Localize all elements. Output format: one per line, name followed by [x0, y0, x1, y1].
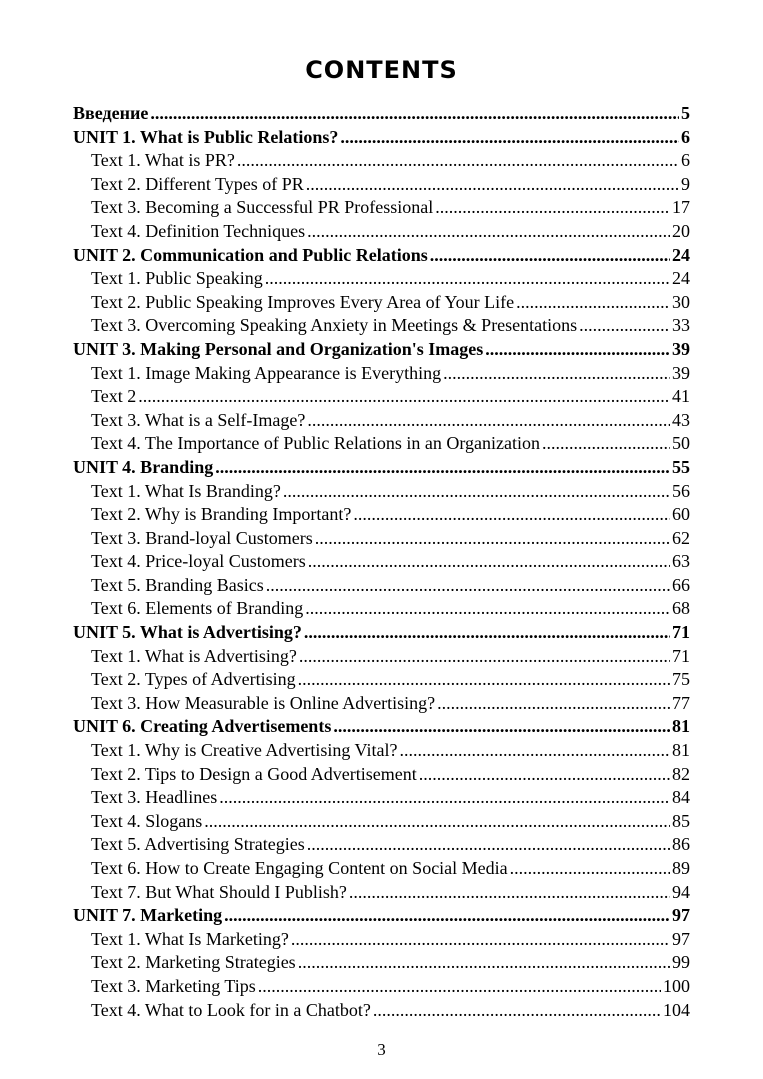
toc-unit-entry[interactable] — [73, 244, 690, 268]
toc-entry-label: Text 3. What is a Self-Image? — [91, 409, 306, 430]
toc-entry-label: Введение — [73, 103, 149, 123]
dot-leader — [304, 621, 670, 645]
toc-entry-page: 50 — [672, 433, 690, 454]
dot-leader — [237, 149, 679, 173]
toc-text-entry[interactable] — [73, 668, 690, 692]
toc-entry-label: Text 4. Definition Techniques — [91, 220, 306, 241]
toc-entry-label: Text 3. Becoming a Successful PR Professional — [91, 197, 434, 218]
dot-leader — [265, 267, 670, 291]
toc-entry-label: UNIT 7. Marketing — [73, 905, 223, 926]
toc-entry-page: 97 — [672, 928, 690, 949]
toc-entry-label: Text 1. What Is Marketing? — [91, 928, 289, 949]
dot-leader — [430, 244, 670, 268]
toc-text-entry[interactable] — [73, 928, 690, 952]
toc-unit-entry[interactable] — [73, 102, 690, 126]
toc-entry-label: Text 2. Marketing Strategies — [91, 952, 296, 973]
toc-text-entry[interactable] — [73, 550, 690, 574]
toc-entry-label: Text 2. Tips to Design a Good Advertisement — [91, 763, 417, 784]
toc-text-entry[interactable] — [73, 503, 690, 527]
toc-entry-label: Text 1. Why is Creative Advertising Vital? — [91, 740, 398, 761]
toc-entry-page: 77 — [672, 692, 690, 713]
toc-text-entry[interactable] — [73, 881, 690, 905]
toc-entry-label: Text 6. Elements of Branding — [91, 598, 304, 619]
toc-entry-page: 9 — [681, 173, 690, 194]
toc-entry-page: 66 — [672, 574, 690, 595]
dot-leader — [308, 550, 670, 574]
toc-text-entry[interactable] — [73, 291, 690, 315]
toc-entry-page: 60 — [672, 504, 690, 525]
toc-entry-page: 75 — [672, 669, 690, 690]
toc-entry-label: Text 3. Overcoming Speaking Anxiety in Meetings & Presentations — [91, 315, 578, 336]
dot-leader — [542, 432, 670, 456]
toc-entry-page: 24 — [672, 268, 690, 289]
toc-entry-label: Text 1. Image Making Appearance is Everything — [91, 362, 442, 383]
dot-leader — [315, 527, 670, 551]
toc-entry-page: 6 — [681, 150, 690, 171]
dot-leader — [283, 480, 670, 504]
toc-entry-page: 100 — [663, 975, 690, 996]
toc-text-entry[interactable] — [73, 574, 690, 598]
dot-leader — [291, 928, 670, 952]
toc-text-entry[interactable] — [73, 385, 690, 409]
toc-text-entry[interactable] — [73, 833, 690, 857]
toc-entry-page: 41 — [672, 386, 690, 407]
toc-entry-label: Text 4. What to Look for in a Chatbot? — [91, 999, 371, 1020]
toc-entry-label: Text 4. Price-loyal Customers — [91, 551, 306, 572]
toc-entry-label: UNIT 6. Creating Advertisements — [73, 716, 332, 737]
toc-text-entry[interactable] — [73, 692, 690, 716]
page-title: CONTENTS — [305, 56, 458, 84]
toc-text-entry[interactable] — [73, 220, 690, 244]
dot-leader — [510, 857, 670, 881]
toc-entry-label: Text 4. Slogans — [91, 810, 203, 831]
toc-entry-label: Text 1. Public Speaking — [91, 268, 263, 289]
toc-text-entry[interactable] — [73, 149, 690, 173]
dot-leader — [224, 904, 670, 928]
dot-leader — [333, 715, 670, 739]
toc-entry-page: 84 — [672, 787, 690, 808]
toc-entry-page: 30 — [672, 291, 690, 312]
dot-leader — [435, 196, 670, 220]
toc-entry-page: 39 — [672, 362, 690, 383]
toc-entry-label: Text 3. Marketing Tips — [91, 975, 256, 996]
toc-text-entry[interactable] — [73, 173, 690, 197]
toc-entry-page: 71 — [672, 645, 690, 666]
toc-text-entry[interactable] — [73, 999, 690, 1023]
dot-leader — [299, 645, 670, 669]
toc-entry-page: 99 — [672, 952, 690, 973]
toc-text-entry[interactable] — [73, 409, 690, 433]
toc-entry-label: Text 5. Advertising Strategies — [91, 834, 305, 855]
toc-text-entry[interactable] — [73, 857, 690, 881]
dot-leader — [138, 385, 670, 409]
toc-entry-label: UNIT 3. Making Personal and Organization's Images — [73, 338, 484, 359]
toc-entry-page: 89 — [672, 858, 690, 878]
dot-leader — [215, 456, 670, 480]
table-of-contents — [73, 102, 690, 1022]
toc-text-entry[interactable] — [73, 597, 690, 621]
toc-entry-label: Text 7. But What Should I Publish? — [91, 881, 347, 902]
toc-entry-page: 17 — [672, 197, 690, 218]
toc-entry-label: Text 1. What Is Branding? — [91, 480, 281, 501]
toc-entry-label: Text 1. What is PR? — [91, 150, 235, 171]
dot-leader — [306, 173, 679, 197]
toc-text-entry[interactable] — [73, 645, 690, 669]
dot-leader — [307, 833, 670, 857]
dot-leader — [399, 739, 670, 763]
toc-text-entry[interactable] — [73, 432, 690, 456]
toc-entry-label: Text 6. How to Create Engaging Content on Social Media — [91, 858, 508, 878]
toc-text-entry[interactable] — [73, 314, 690, 338]
toc-entry-page: 68 — [672, 598, 690, 619]
dot-leader — [307, 220, 670, 244]
toc-text-entry[interactable] — [73, 362, 690, 386]
toc-text-entry[interactable] — [73, 480, 690, 504]
toc-entry-label: Text 2. Types of Advertising — [91, 669, 296, 690]
toc-entry-page: 104 — [663, 999, 690, 1020]
toc-entry-label: UNIT 5. What is Advertising? — [73, 622, 302, 643]
toc-entry-page: 82 — [672, 763, 690, 784]
toc-text-entry[interactable] — [73, 810, 690, 834]
toc-entry-label: Text 2 — [91, 386, 137, 407]
toc-entry-page: 24 — [672, 244, 690, 265]
toc-text-entry[interactable] — [73, 739, 690, 763]
dot-leader — [150, 102, 679, 126]
toc-unit-entry[interactable] — [73, 338, 690, 362]
dot-leader — [258, 975, 661, 999]
toc-text-entry[interactable] — [73, 527, 690, 551]
toc-entry-label: Text 3. Headlines — [91, 787, 218, 808]
toc-text-entry[interactable] — [73, 951, 690, 975]
dot-leader — [373, 999, 661, 1023]
toc-entry-page: 94 — [672, 881, 690, 902]
page-number: 3 — [377, 1040, 386, 1059]
toc-entry-label: UNIT 4. Branding — [73, 456, 214, 477]
toc-unit-entry[interactable] — [73, 715, 690, 739]
toc-entry-page: 81 — [672, 740, 690, 761]
toc-entry-page: 71 — [672, 622, 690, 643]
dot-leader — [305, 597, 670, 621]
dot-leader — [485, 338, 670, 362]
toc-entry-label: Text 4. The Importance of Public Relations in an Organization — [91, 433, 540, 454]
dot-leader — [579, 314, 670, 338]
dot-leader — [298, 951, 670, 975]
toc-text-entry[interactable] — [73, 763, 690, 787]
toc-entry-page: 6 — [681, 126, 690, 147]
toc-entry-page: 33 — [672, 315, 690, 336]
dot-leader — [516, 291, 670, 315]
toc-text-entry[interactable] — [73, 196, 690, 220]
toc-entry-label: Text 1. What is Advertising? — [91, 645, 297, 666]
toc-text-entry[interactable] — [73, 975, 690, 999]
dot-leader — [307, 409, 670, 433]
dot-leader — [353, 503, 670, 527]
toc-entry-page: 81 — [672, 716, 690, 737]
toc-entry-page: 55 — [672, 456, 690, 477]
toc-entry-label: Text 2. Why is Branding Important? — [91, 504, 352, 525]
toc-entry-page: 43 — [672, 409, 690, 430]
toc-unit-entry[interactable] — [73, 621, 690, 645]
toc-entry-label: Text 5. Branding Basics — [91, 574, 264, 595]
toc-unit-entry[interactable] — [73, 126, 690, 150]
toc-text-entry[interactable] — [73, 786, 690, 810]
toc-entry-page: 20 — [672, 220, 690, 241]
dot-leader — [349, 881, 670, 905]
toc-entry-page: 86 — [672, 834, 690, 855]
toc-entry-label: Text 2. Public Speaking Improves Every Area of Your Life — [91, 291, 515, 312]
toc-unit-entry[interactable] — [73, 456, 690, 480]
toc-entry-label: Text 3. How Measurable is Online Advertising? — [91, 692, 436, 713]
toc-unit-entry[interactable] — [73, 904, 690, 928]
toc-entry-page: 62 — [672, 527, 690, 548]
dot-leader — [437, 692, 670, 716]
toc-entry-label: Text 2. Different Types of PR — [91, 173, 304, 194]
dot-leader — [219, 786, 670, 810]
toc-text-entry[interactable] — [73, 267, 690, 291]
toc-entry-page: 39 — [672, 338, 690, 359]
toc-entry-label: UNIT 1. What is Public Relations? — [73, 126, 339, 147]
toc-entry-page: 63 — [672, 551, 690, 572]
toc-entry-page: 56 — [672, 480, 690, 501]
toc-entry-label: UNIT 2. Communication and Public Relations — [73, 244, 428, 265]
dot-leader — [443, 362, 670, 386]
dot-leader — [298, 668, 670, 692]
dot-leader — [266, 574, 670, 598]
dot-leader — [419, 763, 670, 787]
toc-entry-label: Text 3. Brand-loyal Customers — [91, 527, 313, 548]
toc-entry-page: 85 — [672, 810, 690, 831]
dot-leader — [204, 810, 670, 834]
dot-leader — [340, 126, 679, 150]
toc-entry-page: 5 — [681, 103, 690, 123]
toc-entry-page: 97 — [672, 905, 690, 926]
